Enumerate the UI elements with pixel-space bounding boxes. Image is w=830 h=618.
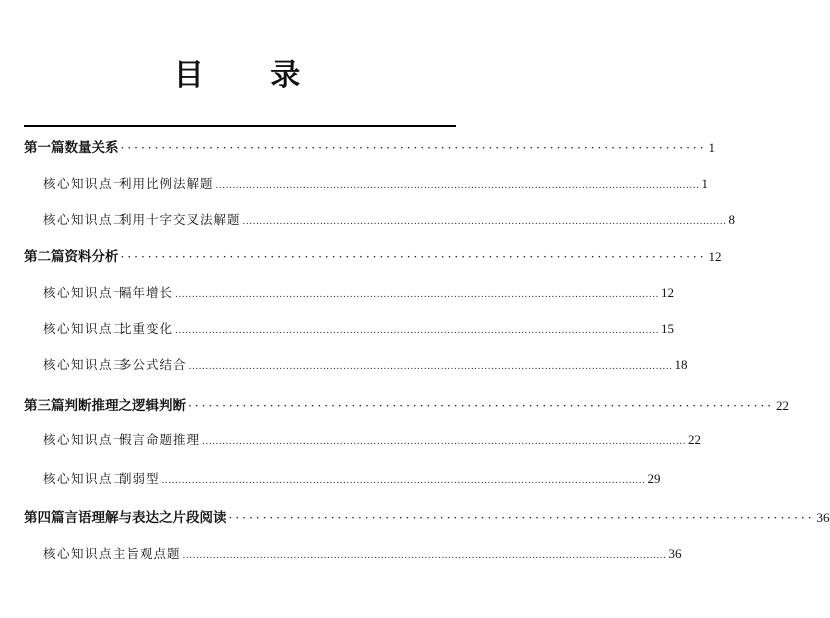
item-title: 利用十字交叉法解题: [119, 212, 241, 227]
part-number: 第四篇: [24, 510, 65, 526]
item-number: 核心知识点二: [43, 471, 128, 486]
dot-leader: ................................................................................................................................................: [161, 476, 646, 486]
page-number: 36: [816, 510, 830, 525]
item-number: 核心知识点三: [43, 357, 128, 372]
part-title: 言语理解与表达之片段阅读: [64, 510, 227, 526]
page-number: 22: [687, 432, 701, 447]
dot-leader: ······················································································: [120, 250, 707, 264]
toc-part-3[interactable]: [24, 394, 790, 414]
toc-item-2-2[interactable]: [43, 319, 674, 339]
dot-leader: ................................................................................................................................................: [242, 217, 727, 227]
page-number: 1: [701, 176, 708, 191]
dot-leader: ······················································································: [188, 399, 775, 413]
page-number: 12: [708, 249, 722, 264]
toc-item-3-2[interactable]: [43, 469, 661, 489]
toc-item-4-1[interactable]: [43, 544, 682, 564]
item-number: 核心知识点一: [43, 176, 128, 191]
item-number: 核心知识点一: [43, 285, 128, 300]
dot-leader: ................................................................................................................................................: [202, 437, 686, 447]
part-title: 数量关系: [64, 140, 119, 156]
part-number: 第二篇: [24, 249, 65, 265]
item-title: 多公式结合: [119, 357, 187, 372]
item-title: 比重变化: [119, 321, 174, 336]
part-title: 资料分析: [64, 249, 119, 265]
toc-part-4[interactable]: [24, 506, 830, 526]
page-number: 22: [776, 398, 790, 413]
page-number: 15: [660, 321, 674, 336]
item-title: 隔年增长: [119, 285, 174, 300]
toc-item-1-2[interactable]: [43, 210, 735, 230]
item-number: 核心知识点一: [43, 432, 128, 447]
page-number: 18: [674, 357, 688, 372]
part-number: 第三篇: [24, 398, 65, 414]
page-title: 目 录: [173, 58, 329, 93]
item-title: 削弱型: [119, 471, 160, 486]
item-title: 假言命题推理: [119, 432, 201, 447]
dot-leader: ................................................................................................................................................: [215, 181, 700, 191]
page-number: 29: [647, 471, 661, 486]
item-number: 核心知识点二: [43, 321, 128, 336]
part-number: 第一篇: [24, 140, 65, 156]
dot-leader: ······················································································: [228, 511, 815, 525]
page-number: 8: [728, 212, 735, 227]
dot-leader: ................................................................................................................................................: [175, 290, 659, 300]
title-divider: [24, 125, 456, 127]
item-number: 核心知识点二: [43, 212, 128, 227]
dot-leader: ................................................................................................................................................: [188, 362, 673, 372]
page-number: 12: [660, 285, 674, 300]
dot-leader: ................................................................................................................................................: [182, 551, 667, 561]
toc-item-2-1[interactable]: [43, 283, 674, 303]
toc-part-1[interactable]: [24, 136, 716, 156]
item-title: 主旨观点题: [113, 546, 181, 561]
toc-item-1-1[interactable]: [43, 174, 708, 194]
toc-item-2-3[interactable]: [43, 355, 688, 375]
toc-part-2[interactable]: [24, 245, 722, 265]
item-title: 利用比例法解题: [119, 176, 214, 191]
dot-leader: ······················································································: [120, 141, 707, 155]
dot-leader: ................................................................................................................................................: [175, 326, 659, 336]
page-number: 1: [708, 140, 716, 155]
toc-item-3-1[interactable]: [43, 430, 701, 450]
item-number: 核心知识点: [43, 546, 114, 561]
part-title: 判断推理之逻辑判断: [64, 398, 186, 414]
page-number: 36: [668, 546, 682, 561]
